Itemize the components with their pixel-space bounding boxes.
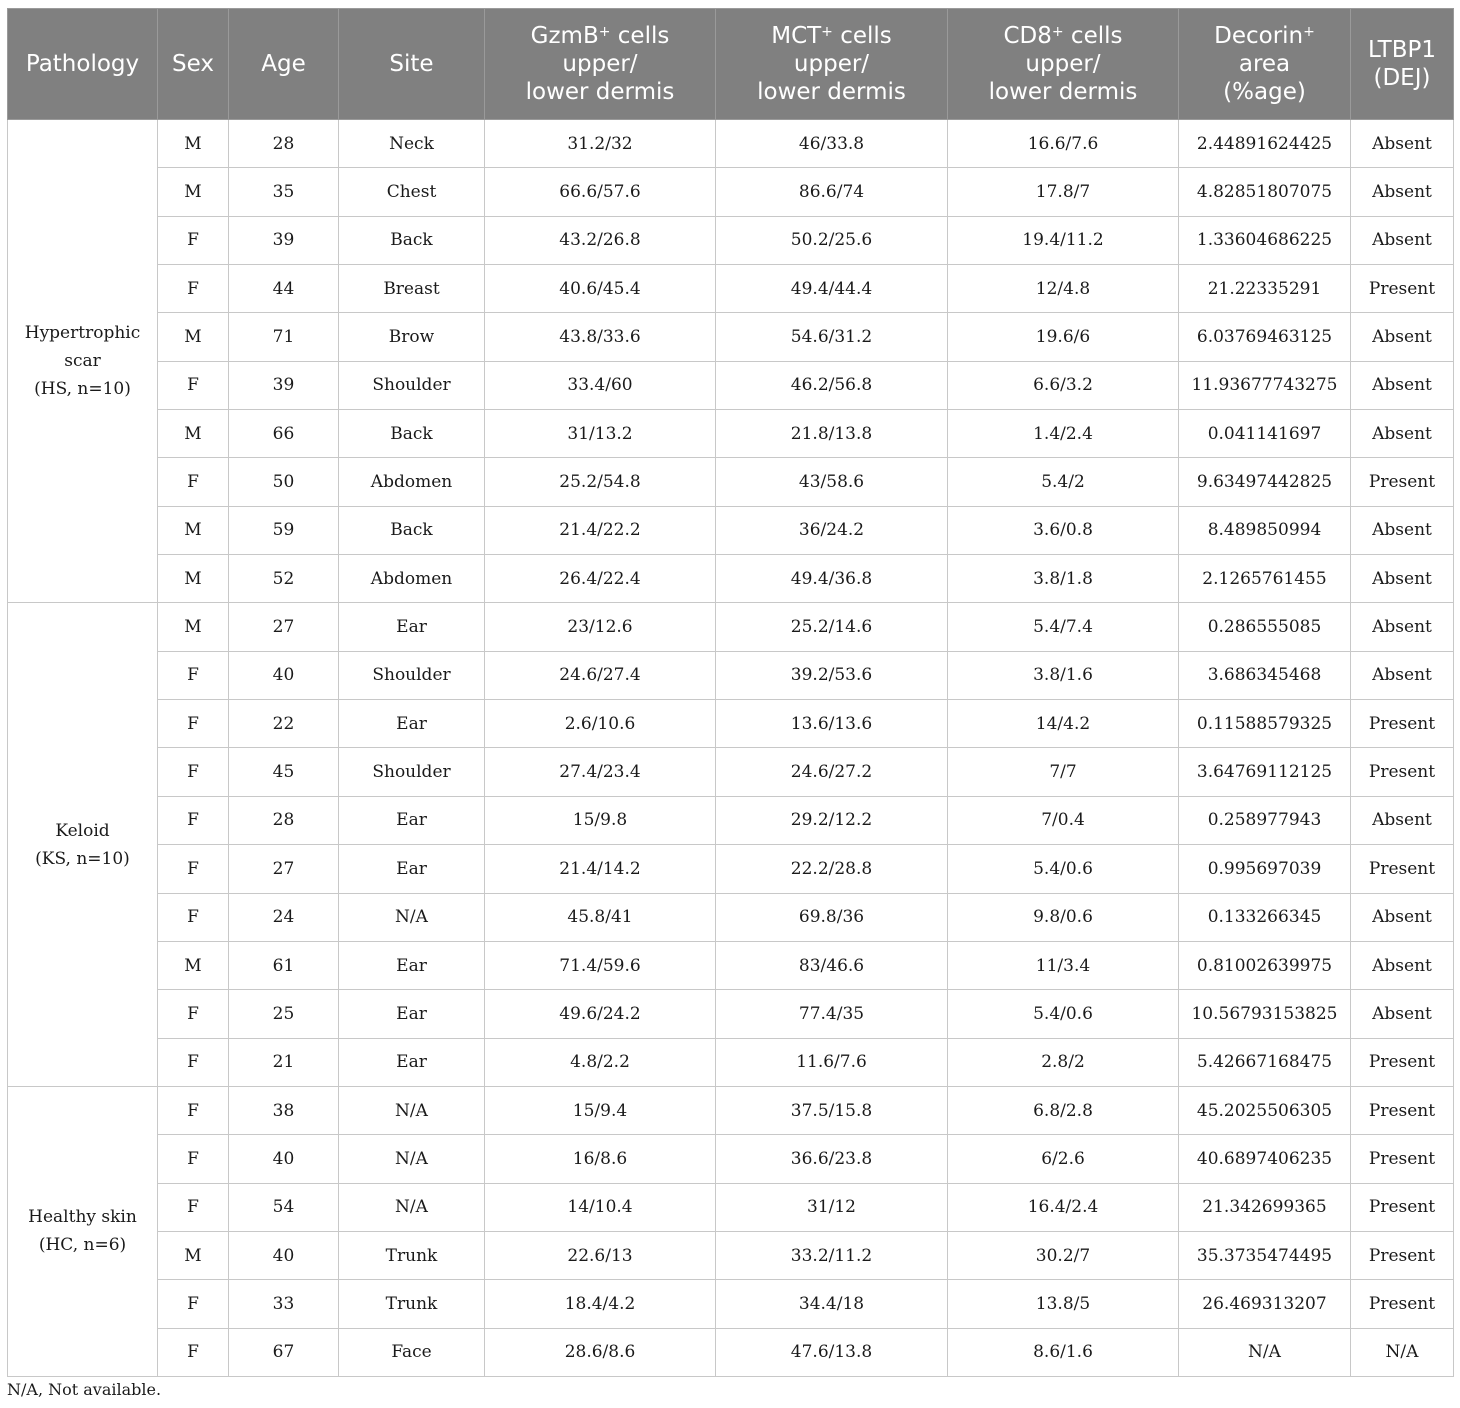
- table-row: [8, 458, 1454, 506]
- cell-cd8: 3.8/1.6: [948, 651, 1179, 699]
- cell-ltbp1: N/A: [1351, 1328, 1454, 1376]
- cell-cd8: 13.8/5: [948, 1280, 1179, 1328]
- cell-ltbp1: Absent: [1351, 796, 1454, 844]
- cell-mct: 83/46.6: [716, 941, 948, 989]
- cell-ltbp1: Absent: [1351, 313, 1454, 361]
- cell-cd8: 5.4/0.6: [948, 990, 1179, 1038]
- cell-sex: M: [158, 603, 229, 651]
- cell-site: Neck: [339, 120, 485, 168]
- cell-age: 61: [229, 941, 339, 989]
- cell-site: Ear: [339, 941, 485, 989]
- cell-cd8: 19.4/11.2: [948, 216, 1179, 264]
- pathology-label-line: scar: [64, 351, 101, 372]
- cell-gzmb: 4.8/2.2: [485, 1038, 716, 1086]
- pathology-group-cell: [8, 120, 158, 603]
- cell-decorin-area: 45.2025506305: [1179, 1086, 1351, 1134]
- cell-decorin-area: 2.44891624425: [1179, 120, 1351, 168]
- pathology-label-line: Keloid: [55, 820, 110, 841]
- cell-sex: F: [158, 458, 229, 506]
- cell-sex: M: [158, 555, 229, 603]
- data-table: [7, 8, 1454, 1377]
- cell-cd8: 8.6/1.6: [948, 1328, 1179, 1376]
- cell-age: 59: [229, 506, 339, 554]
- cell-mct: 49.4/44.4: [716, 265, 948, 313]
- cell-cd8: 17.8/7: [948, 168, 1179, 216]
- cell-ltbp1: Present: [1351, 1135, 1454, 1183]
- cell-decorin-area: 6.03769463125: [1179, 313, 1351, 361]
- table-row: [8, 941, 1454, 989]
- cell-age: 28: [229, 120, 339, 168]
- table-row: [8, 216, 1454, 264]
- cell-ltbp1: Absent: [1351, 651, 1454, 699]
- cell-cd8: 6/2.6: [948, 1135, 1179, 1183]
- table-header: [8, 9, 1454, 120]
- cell-gzmb: 26.4/22.4: [485, 555, 716, 603]
- cell-ltbp1: Present: [1351, 700, 1454, 748]
- cell-cd8: 7/0.4: [948, 796, 1179, 844]
- table-row: [8, 168, 1454, 216]
- cell-age: 40: [229, 1135, 339, 1183]
- cell-mct: 29.2/12.2: [716, 796, 948, 844]
- cell-mct: 86.6/74: [716, 168, 948, 216]
- cell-decorin-area: 5.42667168475: [1179, 1038, 1351, 1086]
- cell-gzmb: 49.6/24.2: [485, 990, 716, 1038]
- cell-decorin-area: 0.286555085: [1179, 603, 1351, 651]
- table-row: [8, 990, 1454, 1038]
- cell-ltbp1: Present: [1351, 458, 1454, 506]
- cell-sex: F: [158, 651, 229, 699]
- cell-cd8: 5.4/0.6: [948, 845, 1179, 893]
- cell-mct: 36.6/23.8: [716, 1135, 948, 1183]
- cell-sex: F: [158, 1038, 229, 1086]
- header-cd8: CD8+ cells upper/ lower dermis: [948, 9, 1179, 120]
- cell-cd8: 6.8/2.8: [948, 1086, 1179, 1134]
- cell-age: 52: [229, 555, 339, 603]
- cell-sex: M: [158, 1231, 229, 1279]
- header-pathology: Pathology: [8, 9, 158, 120]
- cell-sex: F: [158, 265, 229, 313]
- cell-gzmb: 66.6/57.6: [485, 168, 716, 216]
- cell-ltbp1: Present: [1351, 748, 1454, 796]
- cell-gzmb: 15/9.4: [485, 1086, 716, 1134]
- cell-age: 44: [229, 265, 339, 313]
- cell-mct: 31/12: [716, 1183, 948, 1231]
- header-sex: Sex: [158, 9, 229, 120]
- table-row: [8, 361, 1454, 409]
- cell-ltbp1: Absent: [1351, 603, 1454, 651]
- cell-age: 25: [229, 990, 339, 1038]
- cell-gzmb: 14/10.4: [485, 1183, 716, 1231]
- table-row: [8, 1038, 1454, 1086]
- table-row: [8, 603, 1454, 651]
- cell-gzmb: 43.2/26.8: [485, 216, 716, 264]
- cell-mct: 50.2/25.6: [716, 216, 948, 264]
- cell-cd8: 3.8/1.8: [948, 555, 1179, 603]
- cell-age: 24: [229, 893, 339, 941]
- cell-ltbp1: Present: [1351, 1231, 1454, 1279]
- cell-cd8: 2.8/2: [948, 1038, 1179, 1086]
- cell-site: Shoulder: [339, 748, 485, 796]
- cell-site: Abdomen: [339, 458, 485, 506]
- table-row: [8, 313, 1454, 361]
- cell-gzmb: 2.6/10.6: [485, 700, 716, 748]
- cell-ltbp1: Present: [1351, 1280, 1454, 1328]
- cell-mct: 77.4/35: [716, 990, 948, 1038]
- cell-age: 39: [229, 361, 339, 409]
- cell-age: 54: [229, 1183, 339, 1231]
- cell-cd8: 14/4.2: [948, 700, 1179, 748]
- cell-age: 39: [229, 216, 339, 264]
- cell-age: 67: [229, 1328, 339, 1376]
- cell-site: Brow: [339, 313, 485, 361]
- cell-decorin-area: 4.82851807075: [1179, 168, 1351, 216]
- cell-gzmb: 45.8/41: [485, 893, 716, 941]
- cell-age: 21: [229, 1038, 339, 1086]
- cell-mct: 13.6/13.6: [716, 700, 948, 748]
- cell-gzmb: 71.4/59.6: [485, 941, 716, 989]
- cell-decorin-area: 3.64769112125: [1179, 748, 1351, 796]
- cell-gzmb: 21.4/14.2: [485, 845, 716, 893]
- cell-sex: F: [158, 990, 229, 1038]
- cell-age: 33: [229, 1280, 339, 1328]
- table-row: [8, 265, 1454, 313]
- cell-site: Ear: [339, 845, 485, 893]
- cell-site: Back: [339, 506, 485, 554]
- cell-site: Ear: [339, 603, 485, 651]
- cell-sex: F: [158, 1183, 229, 1231]
- cell-site: Ear: [339, 990, 485, 1038]
- cell-site: Abdomen: [339, 555, 485, 603]
- cell-mct: 39.2/53.6: [716, 651, 948, 699]
- cell-gzmb: 16/8.6: [485, 1135, 716, 1183]
- cell-site: Face: [339, 1328, 485, 1376]
- cell-site: Back: [339, 216, 485, 264]
- cell-decorin-area: 11.93677743275: [1179, 361, 1351, 409]
- cell-decorin-area: 0.11588579325: [1179, 700, 1351, 748]
- cell-mct: 33.2/11.2: [716, 1231, 948, 1279]
- table-row: [8, 1231, 1454, 1279]
- cell-sex: F: [158, 361, 229, 409]
- cell-decorin-area: 0.995697039: [1179, 845, 1351, 893]
- cell-cd8: 6.6/3.2: [948, 361, 1179, 409]
- cell-ltbp1: Absent: [1351, 555, 1454, 603]
- cell-decorin-area: 26.469313207: [1179, 1280, 1351, 1328]
- cell-sex: F: [158, 1328, 229, 1376]
- cell-age: 66: [229, 410, 339, 458]
- cell-cd8: 9.8/0.6: [948, 893, 1179, 941]
- cell-cd8: 16.4/2.4: [948, 1183, 1179, 1231]
- cell-decorin-area: 21.342699365: [1179, 1183, 1351, 1231]
- cell-sex: F: [158, 1086, 229, 1134]
- cell-site: Shoulder: [339, 361, 485, 409]
- cell-mct: 47.6/13.8: [716, 1328, 948, 1376]
- cell-age: 35: [229, 168, 339, 216]
- table-row: [8, 748, 1454, 796]
- table-row: [8, 1280, 1454, 1328]
- cell-site: Ear: [339, 796, 485, 844]
- cell-cd8: 1.4/2.4: [948, 410, 1179, 458]
- table-row: [8, 410, 1454, 458]
- cell-ltbp1: Absent: [1351, 893, 1454, 941]
- header-gzmb: GzmB+ cells upper/ lower dermis: [485, 9, 716, 120]
- cell-gzmb: 21.4/22.2: [485, 506, 716, 554]
- cell-ltbp1: Absent: [1351, 410, 1454, 458]
- cell-decorin-area: 8.489850994: [1179, 506, 1351, 554]
- cell-decorin-area: 9.63497442825: [1179, 458, 1351, 506]
- cell-age: 40: [229, 651, 339, 699]
- cell-site: N/A: [339, 893, 485, 941]
- cell-mct: 22.2/28.8: [716, 845, 948, 893]
- cell-decorin-area: N/A: [1179, 1328, 1351, 1376]
- cell-decorin-area: 0.041141697: [1179, 410, 1351, 458]
- pathology-group-cell: [8, 1086, 158, 1376]
- table-row: [8, 1328, 1454, 1376]
- table-row: [8, 796, 1454, 844]
- cell-site: Trunk: [339, 1280, 485, 1328]
- cell-ltbp1: Absent: [1351, 361, 1454, 409]
- header-age: Age: [229, 9, 339, 120]
- cell-ltbp1: Absent: [1351, 941, 1454, 989]
- cell-sex: F: [158, 845, 229, 893]
- cell-site: N/A: [339, 1135, 485, 1183]
- cell-gzmb: 24.6/27.4: [485, 651, 716, 699]
- cell-mct: 43/58.6: [716, 458, 948, 506]
- cell-cd8: 11/3.4: [948, 941, 1179, 989]
- cell-ltbp1: Present: [1351, 1086, 1454, 1134]
- pathology-group-cell: [8, 603, 158, 1086]
- cell-cd8: 16.6/7.6: [948, 120, 1179, 168]
- cell-age: 45: [229, 748, 339, 796]
- cell-ltbp1: Absent: [1351, 506, 1454, 554]
- cell-mct: 36/24.2: [716, 506, 948, 554]
- cell-gzmb: 33.4/60: [485, 361, 716, 409]
- table-body: [8, 120, 1454, 1377]
- cell-decorin-area: 40.6897406235: [1179, 1135, 1351, 1183]
- cell-sex: F: [158, 748, 229, 796]
- cell-mct: 34.4/18: [716, 1280, 948, 1328]
- cell-sex: F: [158, 1280, 229, 1328]
- cell-sex: M: [158, 506, 229, 554]
- cell-age: 28: [229, 796, 339, 844]
- table-row: [8, 1183, 1454, 1231]
- cell-decorin-area: 3.686345468: [1179, 651, 1351, 699]
- cell-site: Breast: [339, 265, 485, 313]
- cell-sex: M: [158, 120, 229, 168]
- cell-gzmb: 23/12.6: [485, 603, 716, 651]
- cell-mct: 24.6/27.2: [716, 748, 948, 796]
- cell-sex: M: [158, 410, 229, 458]
- table-row: [8, 555, 1454, 603]
- cell-site: Back: [339, 410, 485, 458]
- cell-sex: F: [158, 1135, 229, 1183]
- cell-decorin-area: 1.33604686225: [1179, 216, 1351, 264]
- cell-ltbp1: Present: [1351, 265, 1454, 313]
- cell-age: 50: [229, 458, 339, 506]
- cell-site: Shoulder: [339, 651, 485, 699]
- table-row: [8, 1086, 1454, 1134]
- cell-decorin-area: 21.22335291: [1179, 265, 1351, 313]
- cell-gzmb: 22.6/13: [485, 1231, 716, 1279]
- cell-age: 27: [229, 603, 339, 651]
- cell-cd8: 3.6/0.8: [948, 506, 1179, 554]
- cell-gzmb: 25.2/54.8: [485, 458, 716, 506]
- pathology-label-line: Hypertrophic: [24, 323, 141, 344]
- cell-sex: M: [158, 941, 229, 989]
- table-row: [8, 845, 1454, 893]
- cell-mct: 69.8/36: [716, 893, 948, 941]
- table-row: [8, 651, 1454, 699]
- header-site: Site: [339, 9, 485, 120]
- cell-ltbp1: Absent: [1351, 216, 1454, 264]
- cell-ltbp1: Absent: [1351, 990, 1454, 1038]
- table-row: [8, 893, 1454, 941]
- cell-age: 22: [229, 700, 339, 748]
- cell-gzmb: 15/9.8: [485, 796, 716, 844]
- cell-age: 40: [229, 1231, 339, 1279]
- cell-decorin-area: 0.133266345: [1179, 893, 1351, 941]
- cell-cd8: 5.4/7.4: [948, 603, 1179, 651]
- cell-mct: 37.5/15.8: [716, 1086, 948, 1134]
- cell-cd8: 7/7: [948, 748, 1179, 796]
- cell-decorin-area: 0.81002639975: [1179, 941, 1351, 989]
- cell-age: 71: [229, 313, 339, 361]
- cell-decorin-area: 0.258977943: [1179, 796, 1351, 844]
- cell-decorin-area: 10.56793153825: [1179, 990, 1351, 1038]
- cell-age: 27: [229, 845, 339, 893]
- cell-cd8: 30.2/7: [948, 1231, 1179, 1279]
- cell-sex: M: [158, 168, 229, 216]
- cell-site: Trunk: [339, 1231, 485, 1279]
- cell-mct: 54.6/31.2: [716, 313, 948, 361]
- cell-gzmb: 27.4/23.4: [485, 748, 716, 796]
- cell-ltbp1: Present: [1351, 1038, 1454, 1086]
- cell-decorin-area: 35.3735474495: [1179, 1231, 1351, 1279]
- pathology-label-line: (HC, n=6): [38, 1235, 127, 1256]
- cell-ltbp1: Present: [1351, 845, 1454, 893]
- cell-gzmb: 18.4/4.2: [485, 1280, 716, 1328]
- cell-mct: 46/33.8: [716, 120, 948, 168]
- cell-mct: 25.2/14.6: [716, 603, 948, 651]
- cell-gzmb: 40.6/45.4: [485, 265, 716, 313]
- cell-sex: F: [158, 700, 229, 748]
- cell-gzmb: 43.8/33.6: [485, 313, 716, 361]
- cell-site: Ear: [339, 700, 485, 748]
- cell-cd8: 19.6/6: [948, 313, 1179, 361]
- header-mct: MCT+ cells upper/ lower dermis: [716, 9, 948, 120]
- table-row: [8, 1135, 1454, 1183]
- header-ltbp1: LTBP1 (DEJ): [1351, 9, 1454, 120]
- header-row: [8, 9, 1454, 120]
- cell-site: N/A: [339, 1086, 485, 1134]
- table-row: [8, 120, 1454, 168]
- pathology-label-line: (HS, n=10): [34, 379, 131, 400]
- header-decorin: Decorin+ area (%age): [1179, 9, 1351, 120]
- pathology-label-line: (KS, n=10): [35, 848, 130, 869]
- table-row: [8, 506, 1454, 554]
- cell-mct: 21.8/13.8: [716, 410, 948, 458]
- cell-sex: F: [158, 796, 229, 844]
- cell-gzmb: 31.2/32: [485, 120, 716, 168]
- cell-ltbp1: Present: [1351, 1183, 1454, 1231]
- cell-cd8: 12/4.8: [948, 265, 1179, 313]
- cell-age: 38: [229, 1086, 339, 1134]
- cell-decorin-area: 2.1265761455: [1179, 555, 1351, 603]
- cell-sex: F: [158, 216, 229, 264]
- cell-mct: 46.2/56.8: [716, 361, 948, 409]
- cell-mct: 11.6/7.6: [716, 1038, 948, 1086]
- pathology-label-line: Healthy skin: [28, 1207, 137, 1228]
- cell-gzmb: 31/13.2: [485, 410, 716, 458]
- cell-sex: F: [158, 893, 229, 941]
- cell-ltbp1: Absent: [1351, 168, 1454, 216]
- cell-site: N/A: [339, 1183, 485, 1231]
- table-row: [8, 700, 1454, 748]
- cell-site: Chest: [339, 168, 485, 216]
- cell-sex: M: [158, 313, 229, 361]
- cell-cd8: 5.4/2: [948, 458, 1179, 506]
- cell-gzmb: 28.6/8.6: [485, 1328, 716, 1376]
- table-footnote: N/A, Not available.: [7, 1380, 162, 1399]
- cell-site: Ear: [339, 1038, 485, 1086]
- cell-mct: 49.4/36.8: [716, 555, 948, 603]
- cell-ltbp1: Absent: [1351, 120, 1454, 168]
